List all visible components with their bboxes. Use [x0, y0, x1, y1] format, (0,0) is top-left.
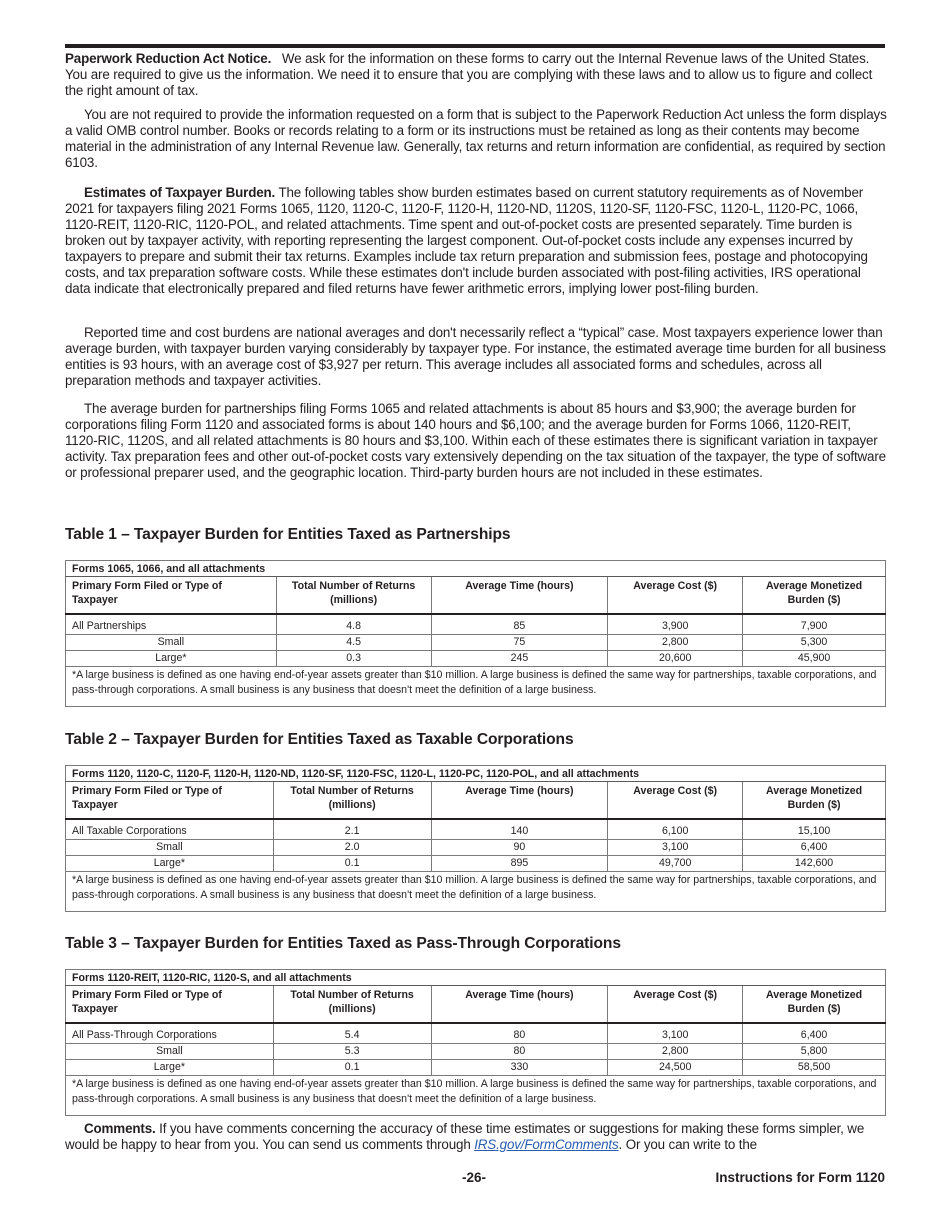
comments-lead: Comments. [84, 1121, 156, 1136]
header-taxpayer-type: Primary Form Filed or Type of Taxpayer [66, 577, 277, 615]
table-2-caption: Forms 1120, 1120-C, 1120-F, 1120-H, 1120-ND, 1120-SF, 1120-FSC, 1120-L, 1120-PC, 1120-POL, and all attachments [66, 766, 886, 782]
table-row [66, 819, 886, 840]
cell-monetized: 45,900 [743, 651, 886, 667]
cell-time: 85 [431, 614, 608, 635]
cell-returns: 4.8 [276, 614, 431, 635]
cell-returns: 0.1 [273, 856, 431, 872]
header-average-time: Average Time (hours) [431, 577, 608, 615]
cell-cost: 49,700 [608, 856, 743, 872]
header-total-returns: Total Number of Returns (millions) [273, 986, 431, 1024]
table-1 [65, 560, 886, 707]
cell-returns: 4.5 [276, 635, 431, 651]
cell-type: Large* [66, 1060, 274, 1076]
table-2-footnote: *A large business is defined as one having end-of-year assets greater than $10 million. A large business is defined the same way for partnerships, taxable corporations, and pass-through corporations. A small business is any business that doesn't meet the definition of a large business. [66, 872, 886, 912]
cell-time: 90 [431, 840, 608, 856]
cell-returns: 2.1 [273, 819, 431, 840]
cell-returns: 0.3 [276, 651, 431, 667]
cell-monetized: 15,100 [743, 819, 886, 840]
cell-cost: 20,600 [608, 651, 743, 667]
cell-monetized: 5,300 [743, 635, 886, 651]
paperwork-text: We ask for the information on these forms to carry out the Internal Revenue laws of the United States. You are required to give us the information. We need it to ensure that you are complying with these laws and to allow us to figure and collect the right amount of tax. [65, 51, 876, 98]
table-3-footnote: *A large business is defined as one having end-of-year assets greater than $10 million. A large business is defined the same way for partnerships, taxable corporations, and pass-through corporations. A small business is any business that doesn't meet the definition of a large business. [66, 1076, 886, 1116]
cell-cost: 6,100 [608, 819, 743, 840]
cell-monetized: 6,400 [743, 840, 886, 856]
cell-type: Small [66, 840, 274, 856]
table-row [66, 614, 886, 635]
header-monetized-burden: Average Monetized Burden ($) [743, 782, 886, 820]
cell-monetized: 7,900 [743, 614, 886, 635]
header-total-returns: Total Number of Returns (millions) [276, 577, 431, 615]
page-number: -26- [462, 1170, 487, 1185]
cell-monetized: 5,800 [743, 1044, 886, 1060]
header-average-time: Average Time (hours) [431, 986, 608, 1024]
cell-time: 80 [431, 1023, 608, 1044]
header-total-returns: Total Number of Returns (millions) [273, 782, 431, 820]
reported-burden-paragraph: Reported time and cost burdens are national averages and don't necessarily reflect a “typical” case. Most taxpayers experience lower than average burden, with taxpayer burden varying considerably by taxpayer type. For instance, the estimated average time burden for all business entities is 93 hours, with an average cost of $3,927 per return. This average includes all associated forms and schedules, across all preparation methods and taxpayer activities. [65, 325, 886, 388]
estimates-paragraph [65, 185, 887, 297]
header-taxpayer-type: Primary Form Filed or Type of Taxpayer [66, 782, 274, 820]
table-1-footnote: *A large business is defined as one having end-of-year assets greater than $10 million. A large business is defined the same way for partnerships, taxable corporations, and pass-through corporations. A small business is any business that doesn't meet the definition of a large business. [66, 667, 886, 707]
paperwork-lead: Paperwork Reduction Act Notice. [65, 51, 272, 66]
header-average-cost: Average Cost ($) [608, 986, 743, 1024]
cell-time: 895 [431, 856, 608, 872]
cell-type: Small [66, 1044, 274, 1060]
table-row [66, 635, 886, 651]
cell-cost: 2,800 [608, 1044, 743, 1060]
cell-type: Large* [66, 856, 274, 872]
cell-time: 80 [431, 1044, 608, 1060]
table-3-caption: Forms 1120-REIT, 1120-RIC, 1120-S, and all attachments [66, 970, 886, 986]
cell-time: 330 [431, 1060, 608, 1076]
table-row [66, 840, 886, 856]
table-3 [65, 969, 886, 1116]
cell-returns: 2.0 [273, 840, 431, 856]
estimates-text: The following tables show burden estimates based on current statutory requirements as of November 2021 for taxpayers filing 2021 Forms 1065, 1120, 1120-C, 1120-F, 1120-H, 1120-ND, 1120S, 1120-SF, 1120-FSC, 1120-L, 1120-PC, 1066, 1120-REIT, 1120-RIC, 1120-POL, and related attachments. Time spent and out-of-pocket costs are presented separately. Time burden is broken out by taxpayer activity, with reporting representing the largest component. Out-of-pocket costs include any expenses incurred by taxpayers to prepare and submit their tax returns. Examples include tax return preparation and submission fees, postage and photocopying costs, and tax preparation software costs. While these estimates don't include burden associated with post-filing activities, IRS operational data indicate that electronically prepared and filed returns have fewer arithmetic errors, implying lower post-filing burden. [65, 185, 868, 296]
table-row [66, 1023, 886, 1044]
cell-monetized: 142,600 [743, 856, 886, 872]
cell-type: All Partnerships [66, 614, 277, 635]
table-row [66, 856, 886, 872]
cell-cost: 2,800 [608, 635, 743, 651]
comments-paragraph [65, 1121, 887, 1153]
comments-text-end: . Or you can write to the [618, 1137, 757, 1152]
header-taxpayer-type: Primary Form Filed or Type of Taxpayer [66, 986, 274, 1024]
cell-cost: 3,100 [608, 1023, 743, 1044]
estimates-lead: Estimates of Taxpayer Burden. [84, 185, 276, 200]
cell-type: Small [66, 635, 277, 651]
cell-cost: 24,500 [608, 1060, 743, 1076]
header-average-time: Average Time (hours) [431, 782, 608, 820]
cell-monetized: 58,500 [743, 1060, 886, 1076]
table-row [66, 651, 886, 667]
form-comments-link[interactable]: IRS.gov/FormComments [474, 1137, 619, 1152]
cell-returns: 0.1 [273, 1060, 431, 1076]
cell-cost: 3,100 [608, 840, 743, 856]
cell-type: All Taxable Corporations [66, 819, 274, 840]
header-average-cost: Average Cost ($) [608, 577, 743, 615]
average-burden-paragraph: The average burden for partnerships filing Forms 1065 and related attachments is about 85 hours and $3,900; the average burden for corporations filing Form 1120 and associated forms is about 140 hours and $6,100; and the average burden for Forms 1066, 1120-REIT, 1120-RIC, 1120S, and all related attachments is 80 hours and $3,100. Within each of these estimates there is significant variation in taxpayer activity. Tax preparation fees and other out-of-pocket costs vary extensively depending on the tax situation of the taxpayer, the type of software or professional preparer used, and the geographic location. Third-party burden hours are not included in these estimates. [65, 401, 886, 480]
cell-type: All Pass-Through Corporations [66, 1023, 274, 1044]
paperwork-reduction-paragraph [65, 51, 887, 99]
footer-form-title: Instructions for Form 1120 [715, 1170, 885, 1185]
cell-time: 75 [431, 635, 608, 651]
cell-returns: 5.3 [273, 1044, 431, 1060]
table-1-title: Table 1 – Taxpayer Burden for Entities Taxed as Partnerships [65, 526, 511, 543]
cell-type: Large* [66, 651, 277, 667]
header-monetized-burden: Average Monetized Burden ($) [743, 986, 886, 1024]
cell-time: 140 [431, 819, 608, 840]
header-average-cost: Average Cost ($) [608, 782, 743, 820]
table-3-title: Table 3 – Taxpayer Burden for Entities Taxed as Pass-Through Corporations [65, 935, 621, 952]
omb-paragraph: You are not required to provide the information requested on a form that is subject to the Paperwork Reduction Act unless the form displays a valid OMB control number. Books or records relating to a form or its instructions must be retained as long as their contents may become material in the administration of any Internal Revenue law. Generally, tax returns and return information are confidential, as required by section 6103. [65, 107, 887, 170]
table-2-title: Table 2 – Taxpayer Burden for Entities Taxed as Taxable Corporations [65, 731, 574, 748]
top-rule [65, 44, 885, 48]
header-monetized-burden: Average Monetized Burden ($) [743, 577, 886, 615]
cell-returns: 5.4 [273, 1023, 431, 1044]
cell-monetized: 6,400 [743, 1023, 886, 1044]
comments-text: If you have comments concerning the accuracy of these time estimates or suggestions for making these forms simpler, we would be happy to hear from you. You can send us comments through [65, 1121, 865, 1152]
table-row [66, 1060, 886, 1076]
cell-time: 245 [431, 651, 608, 667]
table-row [66, 1044, 886, 1060]
table-2 [65, 765, 886, 912]
table-1-caption: Forms 1065, 1066, and all attachments [66, 561, 886, 577]
cell-cost: 3,900 [608, 614, 743, 635]
